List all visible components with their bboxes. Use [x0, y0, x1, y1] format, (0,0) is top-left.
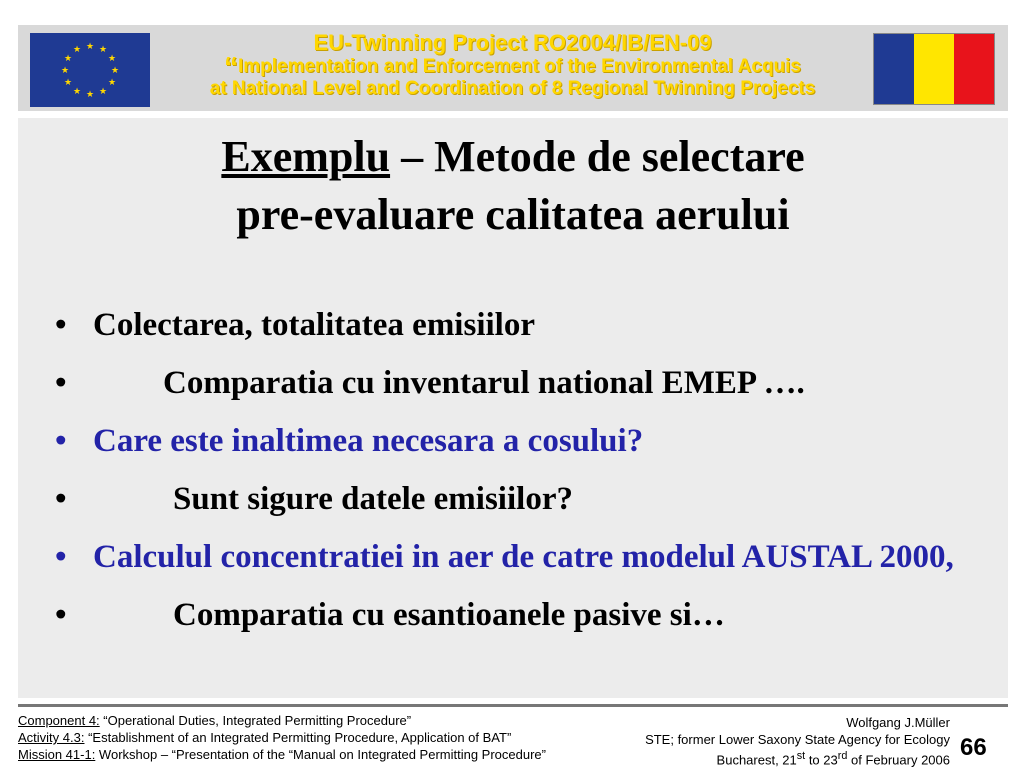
list-item: [55, 538, 985, 576]
project-header-text: [150, 30, 875, 100]
bullet-icon: •: [55, 481, 67, 517]
list-item: [55, 596, 985, 634]
bullet-text: Comparatia cu esantioanele pasive si…: [173, 597, 725, 633]
slide-title-line1: [18, 128, 1008, 186]
ordinal-st: st: [796, 750, 806, 762]
romania-flag: [873, 33, 995, 105]
place-suffix: of February 2006: [847, 752, 950, 768]
svg-text:★: ★: [107, 78, 117, 88]
component-text: “Operational Duties, Integrated Permitting Procedure”: [99, 713, 412, 728]
place-prefix: Bucharest, 21: [716, 752, 797, 768]
activity-text: “Establishment of an Integrated Permitting Procedure, Application of BAT”: [84, 730, 512, 745]
footer-component: [18, 712, 618, 729]
footer-project-info: [18, 712, 618, 763]
svg-text:★: ★: [110, 66, 120, 76]
svg-text:★: ★: [72, 87, 82, 97]
list-item: [55, 480, 985, 518]
bullet-text: Calculul concentratiei in aer de catre modelul AUSTAL 2000,: [93, 539, 954, 575]
mission-text: Workshop – “Presentation of the “Manual on Integrated Permitting Procedure”: [95, 747, 546, 762]
list-item: [55, 306, 985, 344]
component-label: Component 4:: [18, 713, 100, 728]
bullet-icon: •: [55, 423, 67, 459]
svg-text:★: ★: [85, 42, 95, 52]
eu-stars-icon: [30, 33, 150, 107]
flag-stripe-red: [954, 34, 994, 104]
place-mid: to 23: [805, 752, 838, 768]
bullet-text: Care este inaltimea necesara a cosului?: [93, 423, 644, 459]
svg-text:★: ★: [85, 90, 95, 100]
footer-mission: [18, 746, 618, 763]
footer-divider: [18, 704, 1008, 707]
svg-text:★: ★: [107, 54, 117, 64]
activity-label: Activity 4.3:: [18, 730, 85, 745]
footer-activity: [18, 729, 618, 746]
list-item: [55, 364, 985, 402]
project-title-line2: at National Level and Coordination of 8 Regional Twinning Projects: [209, 78, 816, 99]
bullet-text: Comparatia cu inventarul national EMEP ….: [163, 365, 805, 401]
footer-author-info: [560, 714, 950, 768]
project-code: EU-Twinning Project RO2004/IB/EN-09: [313, 30, 712, 55]
svg-text:★: ★: [63, 54, 73, 64]
flag-stripe-blue: [874, 34, 914, 104]
svg-text:★: ★: [63, 78, 73, 88]
bullet-text: Colectarea, totalitatea emisiilor: [93, 307, 535, 343]
ordinal-rd: rd: [837, 750, 848, 762]
footer-author: Wolfgang J.Müller: [846, 715, 950, 730]
eu-flag: [30, 33, 150, 107]
bullet-icon: •: [55, 307, 67, 343]
svg-text:★: ★: [60, 66, 70, 76]
bullet-icon: •: [55, 597, 67, 633]
footer-place-date: [560, 748, 950, 768]
bullet-text: Sunt sigure datele emisiilor?: [173, 481, 573, 517]
footer-affiliation: STE; former Lower Saxony State Agency for Ecology: [645, 732, 950, 747]
flag-stripe-yellow: [914, 34, 954, 104]
svg-text:★: ★: [98, 45, 108, 55]
page-number: 66: [960, 734, 987, 761]
svg-text:★: ★: [98, 87, 108, 97]
mission-label: Mission 41-1:: [18, 747, 96, 762]
bullet-icon: •: [55, 539, 67, 575]
bullet-icon: •: [55, 365, 67, 401]
title-line1-rest: – Metode de selectare: [390, 132, 805, 181]
svg-text:★: ★: [72, 45, 82, 55]
list-item: [55, 422, 985, 460]
slide-title: [18, 128, 1008, 244]
project-title-line1-text: Implementation and Enforcement of the Environmental Acquis: [237, 56, 802, 77]
bullet-list: [55, 306, 985, 654]
slide-title-line2: pre-evaluare calitatea aerului: [236, 190, 790, 239]
opening-quote: “: [223, 51, 238, 82]
project-title-line1: [150, 51, 875, 82]
title-underlined-word: Exemplu: [221, 132, 391, 181]
